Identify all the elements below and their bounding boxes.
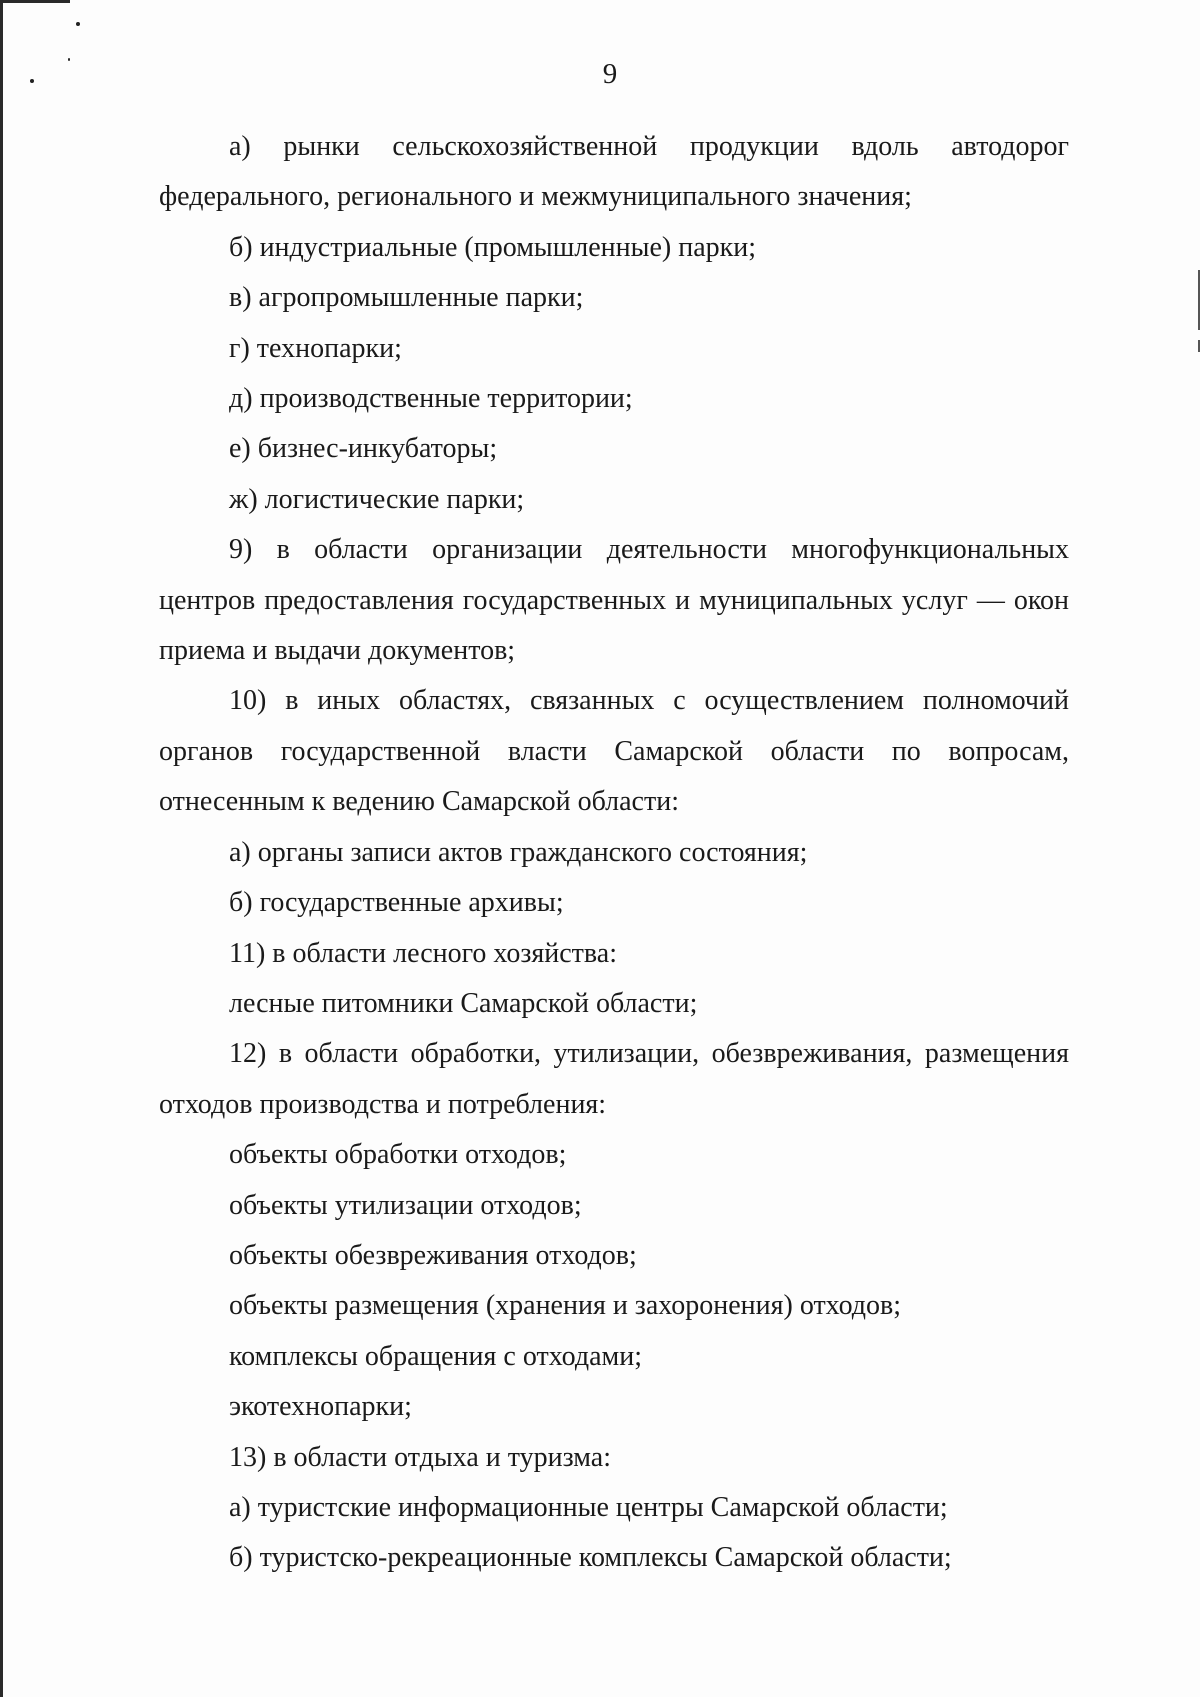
list-item: г) технопарки; <box>229 332 402 364</box>
list-item: объекты утилизации отходов; <box>229 1189 582 1221</box>
paragraph: 10) в иных областях, связанных с осуществлением полномочий органов государственной власти Самарской области по вопросам, отнесенным к ведению Самарской области: <box>159 685 1069 818</box>
section-heading: 11) в области лесного хозяйства: <box>229 937 617 969</box>
list-item: ж) логистические парки; <box>229 483 525 515</box>
list-item: лесные питомники Самарской области; <box>229 987 698 1019</box>
list-item: экотехнопарки; <box>229 1391 412 1423</box>
scan-edge-top <box>0 0 70 3</box>
list-item: б) индустриальные (промышленные) парки; <box>229 231 756 263</box>
list-item: а) туристские информационные центры Самарской области; <box>229 1491 948 1523</box>
paragraph: 9) в области организации деятельности многофункциональных центров предоставления государственных и муниципальных услуг — окон приема и выдачи документов; <box>159 534 1069 667</box>
list-item: объекты обработки отходов; <box>229 1139 567 1171</box>
list-item: объекты обезвреживания отходов; <box>229 1239 637 1271</box>
list-item: в) агропромышленные парки; <box>229 282 584 314</box>
list-item: е) бизнес-инкубаторы; <box>229 433 498 465</box>
paragraph: а) рынки сельскохозяйственной продукции вдоль автодорог федерального, регионального и межмуниципального значения; <box>159 131 1069 213</box>
section-heading: 13) в области отдыха и туризма: <box>229 1441 611 1473</box>
list-item: а) органы записи актов гражданского состояния; <box>229 836 808 868</box>
list-item: б) государственные архивы; <box>229 887 564 919</box>
paragraph: 12) в области обработки, утилизации, обезвреживания, размещения отходов производства и потребления: <box>159 1038 1069 1120</box>
list-item: объекты размещения (хранения и захоронения) отходов; <box>229 1290 902 1322</box>
scan-edge-left <box>0 0 3 1697</box>
list-item: д) производственные территории; <box>229 383 633 415</box>
document-body <box>159 122 1069 1584</box>
list-item: б) туристско-рекреационные комплексы Самарской области; <box>229 1542 952 1574</box>
page-number: 9 <box>602 58 618 90</box>
list-item: комплексы обращения с отходами; <box>229 1340 642 1372</box>
scan-speck <box>76 22 80 26</box>
